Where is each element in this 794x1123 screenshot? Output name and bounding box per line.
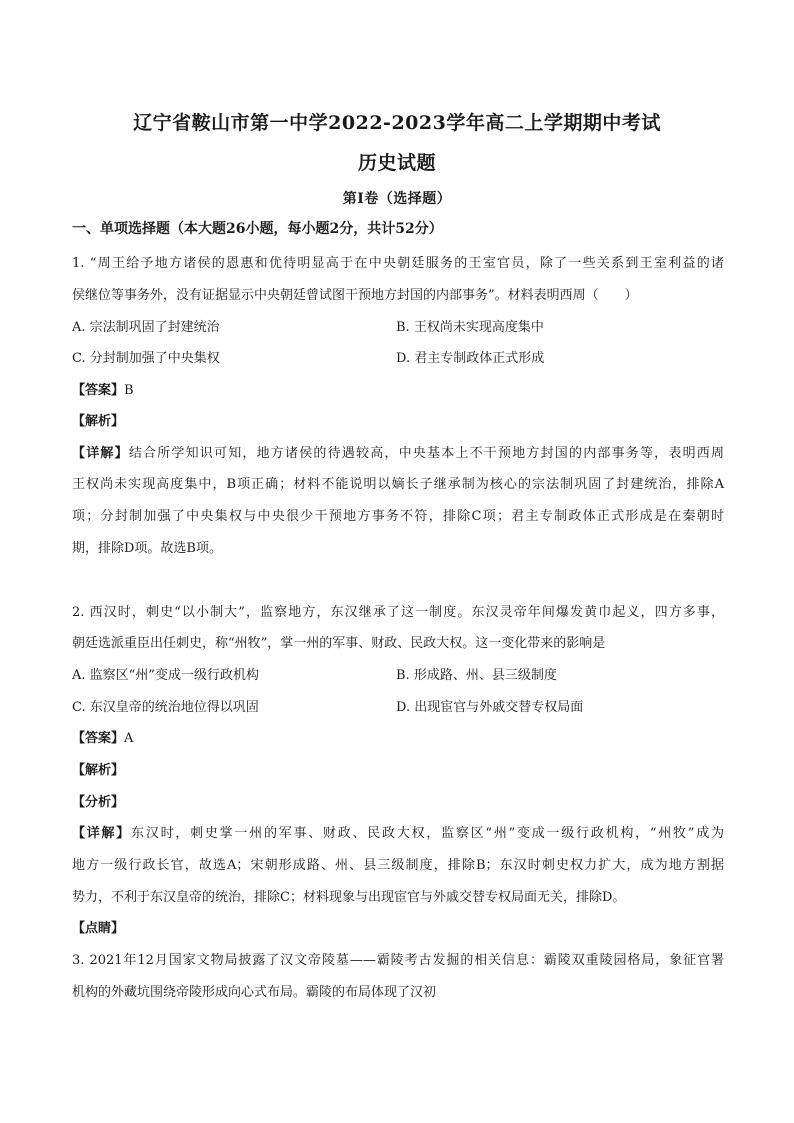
q2-answer <box>72 727 724 746</box>
detail-tag: 【详解】 <box>72 826 132 841</box>
q1-option-a: A. 宗法制巩固了封建统治 <box>72 320 220 335</box>
q1-detail-line-4: 期，排除D项。故选B项。 <box>72 541 222 556</box>
q2-detail-line-1 <box>72 822 724 841</box>
volume-heading: 第Ⅰ卷（选择题） <box>342 191 452 207</box>
answer-tag: 【答案】 <box>72 731 125 746</box>
detail-text: 东汉时，刺史掌一州的军事、财政、民政大权，监察区“州”变成一级行政机构，“州牧”成为 <box>131 826 724 841</box>
q2-detail-line-2: 地方一级行政长官，故选A；宋朝形成路、州、县三级制度，排除B；东汉时刺史权力扩大，成为地方割据 <box>72 858 724 873</box>
q1-stem-line-2: 侯继位等事务外，没有证据显示中央朝廷曾试图干预地方封国的内部事务”。材料表明西周（ ） <box>72 288 638 303</box>
fenxi-tag: 【分析】 <box>72 795 125 810</box>
analysis-tag: 【解析】 <box>72 763 125 778</box>
q2-option-b: B. 形成路、州、县三级制度 <box>396 668 557 683</box>
q1-detail-line-1 <box>72 442 724 461</box>
q2-dianjing <box>72 917 724 936</box>
q2-option-d: D. 出现宦官与外戚交替专权局面 <box>396 700 584 715</box>
answer-tag: 【答案】 <box>72 383 125 398</box>
q2-analysis <box>72 759 724 778</box>
detail-tag: 【详解】 <box>72 446 129 461</box>
q3-stem-line-1: 3. 2021年12月国家文物局披露了汉文帝陵墓——霸陵考古发掘的相关信息：霸陵双重陵园格局，象征官署 <box>72 953 724 968</box>
q1-option-c: C. 分封制加强了中央集权 <box>72 351 220 366</box>
q3-stem-line-2: 机构的外藏坑围绕帝陵形成向心式布局。霸陵的布局体现了汉初 <box>72 985 437 1000</box>
document-subtitle: 历史试题 <box>357 152 436 174</box>
q2-stem-line-1: 2. 西汉时，刺史“以小制大”，监察地方，东汉继承了这一制度。东汉灵帝年间爆发黄巾起义，四方多事， <box>72 605 724 620</box>
analysis-tag: 【解析】 <box>72 414 125 429</box>
q1-analysis <box>72 410 724 429</box>
q2-fenxi <box>72 791 724 810</box>
q1-detail-line-2: 王权尚未实现高度集中，B项正确；材料不能说明以嫡长子继承制为核心的宗法制巩固了封建统治，排除A <box>72 477 724 492</box>
answer-value: B <box>124 383 134 398</box>
q1-answer <box>72 379 724 398</box>
answer-value: A <box>124 731 134 746</box>
document-title: 辽宁省鞍山市第一中学2022-2023学年高二上学期期中考试 <box>133 112 661 134</box>
section-heading: 一、单项选择题（本大题26小题，每小题2分，共计52分） <box>72 221 443 237</box>
q2-option-a: A. 监察区“州”变成一级行政机构 <box>72 668 259 683</box>
q1-option-b: B. 王权尚未实现高度集中 <box>396 320 544 335</box>
q1-detail-line-3: 项；分封制加强了中央集权与中央很少干预地方事务不符，排除C项；君主专制政体正式形成是在秦朝时 <box>72 509 724 524</box>
q2-option-c: C. 东汉皇帝的统治地位得以巩固 <box>72 700 259 715</box>
q1-stem-line-1: 1. “周王给予地方诸侯的恩惠和优待明显高于在中央朝廷服务的王室官员，除了一些关系到王室利益的诸 <box>72 256 724 271</box>
q2-stem-line-2: 朝廷选派重臣出任刺史，称“州牧”，掌一州的军事、财政、民政大权。这一变化带来的影响是 <box>72 636 606 651</box>
q2-detail-line-3: 势力，不利于东汉皇帝的统治，排除C；材料现象与出现宦官与外戚交替专权局面无关，排除D。 <box>72 890 626 905</box>
detail-text: 结合所学知识可知，地方诸侯的待遇较高，中央基本上不干预地方封国的内部事务等，表明西周 <box>128 446 724 461</box>
q1-option-d: D. 君主专制政体正式形成 <box>396 351 545 366</box>
dianjing-tag: 【点睛】 <box>72 921 125 936</box>
